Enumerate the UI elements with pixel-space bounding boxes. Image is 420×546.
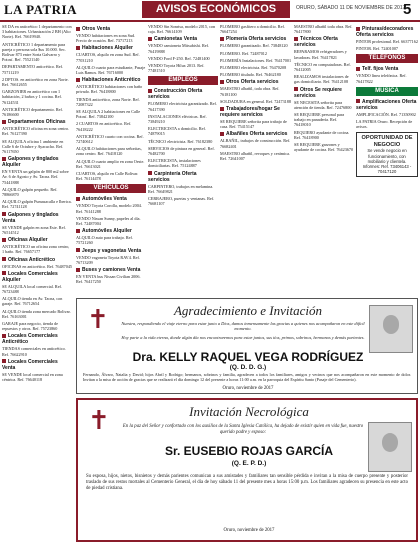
classification-heading (148, 171, 218, 183)
classified-ad: CUARTOS, alquilo en zona Sud. Ref. 77031210 (76, 52, 140, 63)
classified-ad: CERRAJERO, puertas y ventanas. Ref. 76681107 (148, 196, 215, 207)
notice-title: Agradecimiento e Invitación (173, 303, 322, 318)
classification-text: Galpones y tinglados Venta (2, 211, 59, 224)
classified-ad: GARAJE para negocio, tienda de repuestos y otros. Ref. 75723860 (2, 320, 58, 332)
bullet-icon (76, 46, 80, 50)
classification-text: Carpintería Oferta servicios (148, 170, 197, 183)
classified-ad: TÉCNICO en computadoras. Ref. 76412005 (294, 61, 351, 73)
classified-ad: MAESTRO albañil, toda obra. Ref. 76181100 (220, 86, 280, 97)
classification-title (220, 106, 292, 118)
classified-ad: ALQUILO galpón pequeño. Ref. 78866870 (2, 186, 58, 198)
notice-footer: Oruro, noviembre de 2017 (222, 386, 274, 391)
classification-heading (76, 45, 146, 51)
classification-title (2, 359, 72, 371)
classification-heading (356, 26, 418, 38)
classified-ad: 2 CUARTOS en anticrético. Ref. 76418222 (76, 121, 132, 132)
classification-title (148, 88, 218, 100)
classification-heading (220, 106, 292, 118)
classified-ad: ANTICRÉTICO cuarto con cocina. Ref. 72740612 (76, 133, 144, 145)
classification-title (148, 36, 218, 42)
classified-ad: PINTOR. Ref. 72401007 (356, 46, 399, 52)
classification-text: Oficinas Anticrético (8, 256, 56, 263)
classified-ad: PLOMERÍA Instalaciones. Ref. 76417001 (220, 57, 292, 63)
classification-title (220, 131, 292, 137)
classification-title (356, 66, 418, 72)
classified-ad: ANTICRÉTICO un oficina zona centro, 1 baño. Ref. 76657177 (2, 244, 70, 255)
classified-ad: ALQUILO tienda en Av. Tacna, con garaje. Ref. 76712654 (2, 296, 63, 307)
notice-intro-2: Hoy parte a la vida eterna, donde algún día nos encontraremos para estar juntos, sus tíos, primos, sobrinos, hermanos y demás parientes. (121, 335, 365, 340)
classified-ad: GARZONIER en anticrético con 1 habitación, 2 baños y 1 cocina. Ref. 76124531 (2, 89, 62, 105)
classification-title (2, 237, 72, 243)
bullet-icon (220, 132, 224, 136)
classification-heading (220, 36, 292, 42)
classified-ad: TÉCNICO electricista. Ref. 76182380 (148, 138, 213, 144)
classification-text: Habitaciones Alquiler (82, 45, 133, 52)
classified-ad: PLOMERO garantizado. Ref. 73848120 (220, 43, 288, 49)
classified-ad: VENDO Sin Sonrisa, modelo 2015, con caja. Ref. 76614109 (148, 24, 216, 35)
section-tag: EMPLEOS (148, 76, 218, 85)
classification-text: Automóviles Alquiler (82, 228, 132, 235)
classified-ad: PLOMERO electricista garantizado. Ref. 76417390 (148, 101, 217, 112)
funeral-notice (76, 398, 418, 542)
classified-ad: ALQUILO auto para trabajo. Ref. 75721260 (76, 235, 133, 246)
classification-heading (2, 212, 72, 224)
bullet-icon (76, 229, 80, 233)
bullet-icon (356, 27, 360, 31)
classification-title (76, 196, 146, 202)
classification-text: Plomería Oferta servicios (226, 36, 287, 43)
classification-title (76, 228, 146, 234)
classified-ad: ALQUILO galpón Pumasacalla e Iberica. Ref. 72741128 (2, 199, 72, 210)
bullet-icon (76, 27, 80, 31)
bullet-icon (220, 80, 224, 84)
classification-heading (294, 36, 354, 48)
classified-ad: CARPINTERO, trabajos en melamina. Ref. 76649821 (148, 183, 214, 194)
classified-ad: INSTALACIONES eléctricas. Ref. 73849210 (148, 113, 207, 125)
classification-text: Buses y camiones Venta (82, 267, 141, 274)
bullet-icon (2, 334, 6, 338)
classifieds-column-5 (294, 24, 354, 296)
classification-heading (76, 196, 146, 202)
classified-ad: SE ALQUILA local comercial. Ref. 76723488 (2, 283, 63, 294)
classified-ad: TIENDA anticrético, zona Norte. Ref. 72087322 (76, 96, 140, 107)
classified-ad: VENDO Ford F-250. Ref. 72481400 (148, 55, 210, 61)
notice-body: Fernando, Álvaro, Natalia y David; hijos Abril y Rodrigo; hermanos, sobrinos y familia, agradecen a todos los familiares, amigos y vecinos que nos acompañaron en este momento de dolor. Invitan a la misa de acción de gracias que se realizará el día domingo 12 del presente a horas 11:00 a.m. en la parroquia del Espíritu Santo (Pasaje del Cementerio). (83, 372, 411, 383)
cross-icon: ✝ (88, 406, 110, 435)
classification-title (2, 119, 72, 125)
classification-text: Locales Comerciales Anticrético (2, 333, 58, 346)
classified-ad: ELECTRICISTA, instalaciones domiciliarias. Ref. 75124887 (148, 158, 201, 169)
classification-text: Construcción Oferta servicios (148, 88, 203, 101)
page-number: 5 (403, 1, 412, 18)
classified-ad: LA PATRIA Oruro. Recepción de avisos. (356, 119, 413, 130)
classification-text: Otros Se requiere servicios (294, 86, 342, 99)
classification-heading (220, 79, 292, 85)
classification-heading (2, 333, 72, 345)
notice-intro: En la paz del Señor y confortado con los auxilios de la Santa Iglesia Católica, ha dejado de existir quien en vida fue, nuestro querido padre y esposo: (122, 424, 364, 435)
classified-ad: SE VENDE local comercial en zona céntrica. Ref. 76640118 (2, 371, 63, 382)
classifieds-column-6 (356, 24, 418, 296)
bullet-icon (76, 268, 80, 272)
classification-heading (294, 87, 354, 99)
classified-ad: SE REQUIERE señorita para trabajo de casa. Ref. 75415147 (220, 119, 287, 130)
deceased-name: Dra. KELLY RAQUEL VEGA RODRÍGUEZ (132, 350, 364, 364)
classified-ad: AMPLIFICACIÓN. Ref. 71350902 (356, 111, 416, 117)
classified-ad: PLOMERO gasfitero a domicilio. Ref. 76647254 (220, 24, 285, 35)
classified-ad: SE ALQUILA oficina 1 ambiente en Calle 6 de Octubre y Ayacucho. Ref. 76117650 (2, 138, 64, 155)
classified-ad: SE VENDE galpón en zona Este. Ref. 76514512 (2, 224, 66, 235)
bullet-icon (2, 257, 6, 261)
boxed-ad-body: Se vende negocio en funcionamiento, con mobiliario y clientela. Informes: Ref. 73406143 - 70417120 (362, 148, 412, 175)
classification-title (294, 36, 354, 48)
boxed-ad (356, 132, 418, 177)
bullet-icon (148, 171, 152, 175)
dateline: ORURO, SÁBADO 11 DE NOVIEMBRE DE 2017 (296, 5, 406, 11)
classified-ad: SERVICIOS de pintura en general. Ref. 76482700 (148, 145, 215, 157)
classification-heading (2, 359, 72, 371)
classification-text: Locales Comerciales Venta (2, 358, 58, 371)
classified-ad: 2 DPTOS. en anticrético en zona Norte. Ref. 76612655 (2, 76, 69, 88)
classified-ad: ALQUILO habitaciones para señoritas, zona centro. Ref. 76418120 (76, 146, 142, 157)
classification-heading (356, 99, 418, 111)
bullet-icon (76, 248, 80, 252)
classification-heading (148, 88, 218, 100)
classification-text: Camionetas Venta (154, 36, 198, 43)
classification-heading (2, 156, 72, 168)
bullet-icon (356, 99, 360, 103)
boxed-ad-title: OPORTUNIDAD DE NEGOCIO (361, 135, 413, 148)
classified-ad: ALQUILO cuarto amplio en zona Oeste. Ref. 76613021 (76, 158, 145, 169)
classified-ad: ALQUILO tienda zona mercado Bolivar. Ref. 76163001 (2, 308, 71, 319)
classified-ad: DEPARTAMENTO anticrético. Ref. 75711219 (2, 64, 64, 75)
classification-text: Albañiles Oferta servicios (226, 131, 288, 138)
notice-intro: Nuestra, respondiendo el viaje eterno para estar junto a Dios, damos inmensamente las gracias a quienes nos acompañaron en este difícil momento. (121, 321, 365, 332)
classification-title (220, 36, 292, 42)
classified-ad: VENDO Toyota Corolla, modelo 2004. Ref. 76141288 (76, 203, 142, 214)
classified-ad: ANTICRÉTICO habitaciones con baño privado. Ref. 76418800 (76, 84, 143, 95)
gratitude-notice (76, 298, 418, 394)
classified-ad: TIENDAS comerciales en anticrético. Ref. 76622910 (2, 346, 66, 357)
section-tag: MÚSICA (356, 87, 418, 96)
classified-ad: SE REQUIERE personal para trabajo en panadería. Ref. 76418010 (294, 112, 345, 128)
classified-ad: OFICINAS en anticrético. Ref. 76487045 (2, 263, 72, 269)
classification-title (356, 99, 418, 111)
bullet-icon (2, 238, 6, 242)
classification-text: Técnicos Oferta servicios (294, 36, 338, 49)
classified-ad: ALBAÑIL, trabajos de construcción. Ref. 76682401 (220, 138, 291, 149)
classification-text: Otros Venta (82, 26, 111, 32)
classified-ad: ALQUILO cuarto para estudiante, Pasaje Luis Ramos. Ref. 76716000 (76, 64, 146, 76)
bullet-icon (76, 197, 80, 201)
header-rule (0, 20, 420, 22)
classification-title (356, 26, 418, 38)
classification-heading (148, 36, 218, 42)
bullet-icon (2, 271, 6, 275)
classification-title (294, 87, 354, 99)
classified-ad: ANTICRÉTICO 1 departamento para pareja o persona sola $us 10.000. Sec. Bolivar 873 entre Soria Galvarro y Potosí. Ref. 75521140 (2, 41, 66, 63)
section-tag: TELÉFONOS (356, 54, 418, 63)
classification-heading (220, 131, 292, 137)
notice-footer: Oruro, noviembre de 2017 (223, 528, 275, 533)
classified-ad: VENDO Toyota Hilux 2013. Ref. 77481510 (148, 63, 205, 74)
classification-text: Jeeps y vagonetas Venta (82, 247, 142, 254)
classification-heading (76, 77, 146, 83)
classified-ad: SE DA en anticrético 1 departamento con 3 habitaciones. Urbanización 2 BH (Alto Norte). Ref. 76619940. (2, 24, 72, 40)
classified-ad: PINTOR profesional. Ref. 66377162 (356, 39, 418, 44)
classification-title (220, 79, 292, 85)
deceased-subtitle: (Q. E. P. D.) (231, 460, 267, 467)
classification-text: Amplificaciones Oferta servicios (356, 98, 417, 111)
bullet-icon (2, 120, 6, 124)
classification-text: Habitaciones Anticrético (82, 77, 141, 84)
classified-ad: SOLDADURA en general. Ref. 72473188 (220, 98, 291, 104)
classified-ad: VENDO Nissan Sunny, papeles al día. Ref. 72487004 (76, 215, 141, 227)
classifieds-column-4 (220, 24, 292, 296)
bullet-icon (2, 157, 6, 161)
classified-ad: CUARTOS, alquilo en Calle Bolivar. Ref. 76114478 (76, 171, 139, 182)
classified-ad: VENDO vagoneta Toyota RAV4. Ref. 76713209 (76, 254, 140, 265)
classification-text: Otros Oferta servicios (226, 79, 279, 86)
classified-ad: ELECTRICISTA a domicilio. Ref. 74879015 (148, 126, 206, 137)
cross-icon: ✝ (87, 305, 109, 334)
classification-heading (2, 257, 72, 263)
bullet-icon (294, 37, 298, 41)
classification-heading (356, 66, 418, 72)
bullet-icon (2, 212, 6, 216)
bullet-icon (148, 37, 152, 41)
section-tag: VEHÍCULOS (76, 184, 146, 193)
classification-title (76, 45, 146, 51)
classification-heading (76, 228, 146, 234)
classified-ad: REALIZAMOS instalaciones de gas domiciliario. Ref. 76412108 (294, 74, 349, 85)
masthead: LA PATRIA (4, 2, 77, 17)
classification-text: Departamentos Oficinas (8, 119, 66, 126)
classification-title (76, 26, 146, 32)
classification-text: Trabajadores/hogar Se requiere servicios (220, 106, 280, 119)
classification-heading (76, 248, 146, 254)
classifieds-column-3 (148, 24, 218, 296)
classified-ad: VENDO línea telefónica. Ref. 76417822 (356, 73, 407, 84)
bullet-icon (294, 87, 298, 91)
classification-heading (2, 271, 72, 283)
classified-ad: REQUIERO ayudante de cocina. Ref. 76418900 (294, 129, 350, 140)
bullet-icon (220, 37, 224, 41)
classification-heading (2, 237, 72, 243)
classification-text: Pinturas/decoradores Oferta servicios (356, 26, 414, 38)
classified-ad: ANTICRÉTICO departamento. Ref. 76186600 (2, 106, 63, 118)
classified-ad: ANTICRÉTICO oficina en zona centro. Ref. 76127390 (2, 126, 70, 137)
deceased-name: Sr. EUSEBIO ROJAS GARCÍA (164, 444, 334, 458)
section-banner: AVISOS ECONÓMICOS (142, 1, 290, 18)
classification-title (2, 257, 72, 263)
classification-text: Oficinas Alquiler (8, 237, 48, 244)
classification-text: Automóviles Venta (82, 196, 127, 203)
classified-ad: REPARAMOS refrigeradores y lavadoras. Ref. 76417821 (294, 49, 347, 60)
bullet-icon (2, 359, 6, 363)
classified-ad: SE ALQUILA 2 habitaciones en Calle Potosí. Ref. 73842100 (76, 109, 141, 120)
bullet-icon (220, 107, 224, 111)
notice-body: Su esposa, hijos, nietos, bisnietos y demás parientes comunican a sus amistades y familiares tan sensible pérdida e invitan a la misa de cuerpo presente y posterior traslado de sus restos mortales al Cementerio General, el día de hoy sábado 11 del presente mes a horas 15:00 p.m. Los familiares agradecen su presencia en este acto de piedad cristiana. (86, 474, 408, 491)
classification-title (2, 333, 72, 345)
classification-title (76, 267, 146, 273)
classified-ad: PLOMERO titulado. Ref. 76462180 (220, 72, 281, 78)
classification-title (2, 212, 72, 224)
bullet-icon (76, 78, 80, 82)
classification-text: Galpones y tinglados Alquiler (2, 156, 59, 169)
classification-heading (2, 119, 72, 125)
classified-ad: SE REQUIERE garzones y ayudante de cocina. Ref. 76423670 (294, 142, 354, 153)
classification-title (76, 248, 146, 254)
page-header (0, 0, 420, 20)
classification-heading (76, 267, 146, 273)
classified-ad: EN VENTA un galpón de 800 m2 sobre Av. 6 de Agosto y Av. Tacna. Ref. 75441888 (2, 169, 69, 185)
classification-title (148, 171, 218, 183)
classification-text: Locales Comerciales Alquiler (2, 270, 58, 283)
classification-text: Telf. fijos Venta (362, 66, 399, 73)
bullet-icon (356, 67, 360, 71)
classified-ad: MAESTRO albañil toda obra. Ref. 76417800 (294, 24, 353, 35)
classification-heading (76, 26, 146, 32)
classified-ad: VENDO habitaciones en zona Sud. Precio de ocasión. Ref. 73717213 (76, 33, 136, 44)
classified-ad: PLOMERO electricista. Ref. 76470208 (220, 65, 287, 71)
classified-ad: MAESTRO albañil, revoques y cerámica. Ref. 72641007 (220, 150, 291, 162)
classification-title (2, 271, 72, 283)
classifieds-column-2 (76, 24, 146, 296)
classification-title (2, 156, 72, 168)
classifieds-column-1 (2, 24, 72, 542)
classified-ad: SE NECESITA señorita para atención de tienda. Ref. 72476800 (294, 99, 352, 110)
classification-title (76, 77, 146, 83)
classified-ad: EN VENTA bus Nissan Civilian 2006. Ref. 76417250 (76, 274, 141, 285)
bullet-icon (148, 89, 152, 93)
deceased-subtitle: (Q. D. D. G.) (229, 364, 267, 371)
classified-ad: VENDO camioneta Mitsubishi. Ref. 76419888 (148, 43, 210, 54)
classified-ad: PLOMERO. Ref. 72487012 (220, 50, 267, 56)
notice-title: Invitación Necrológica (189, 404, 309, 419)
